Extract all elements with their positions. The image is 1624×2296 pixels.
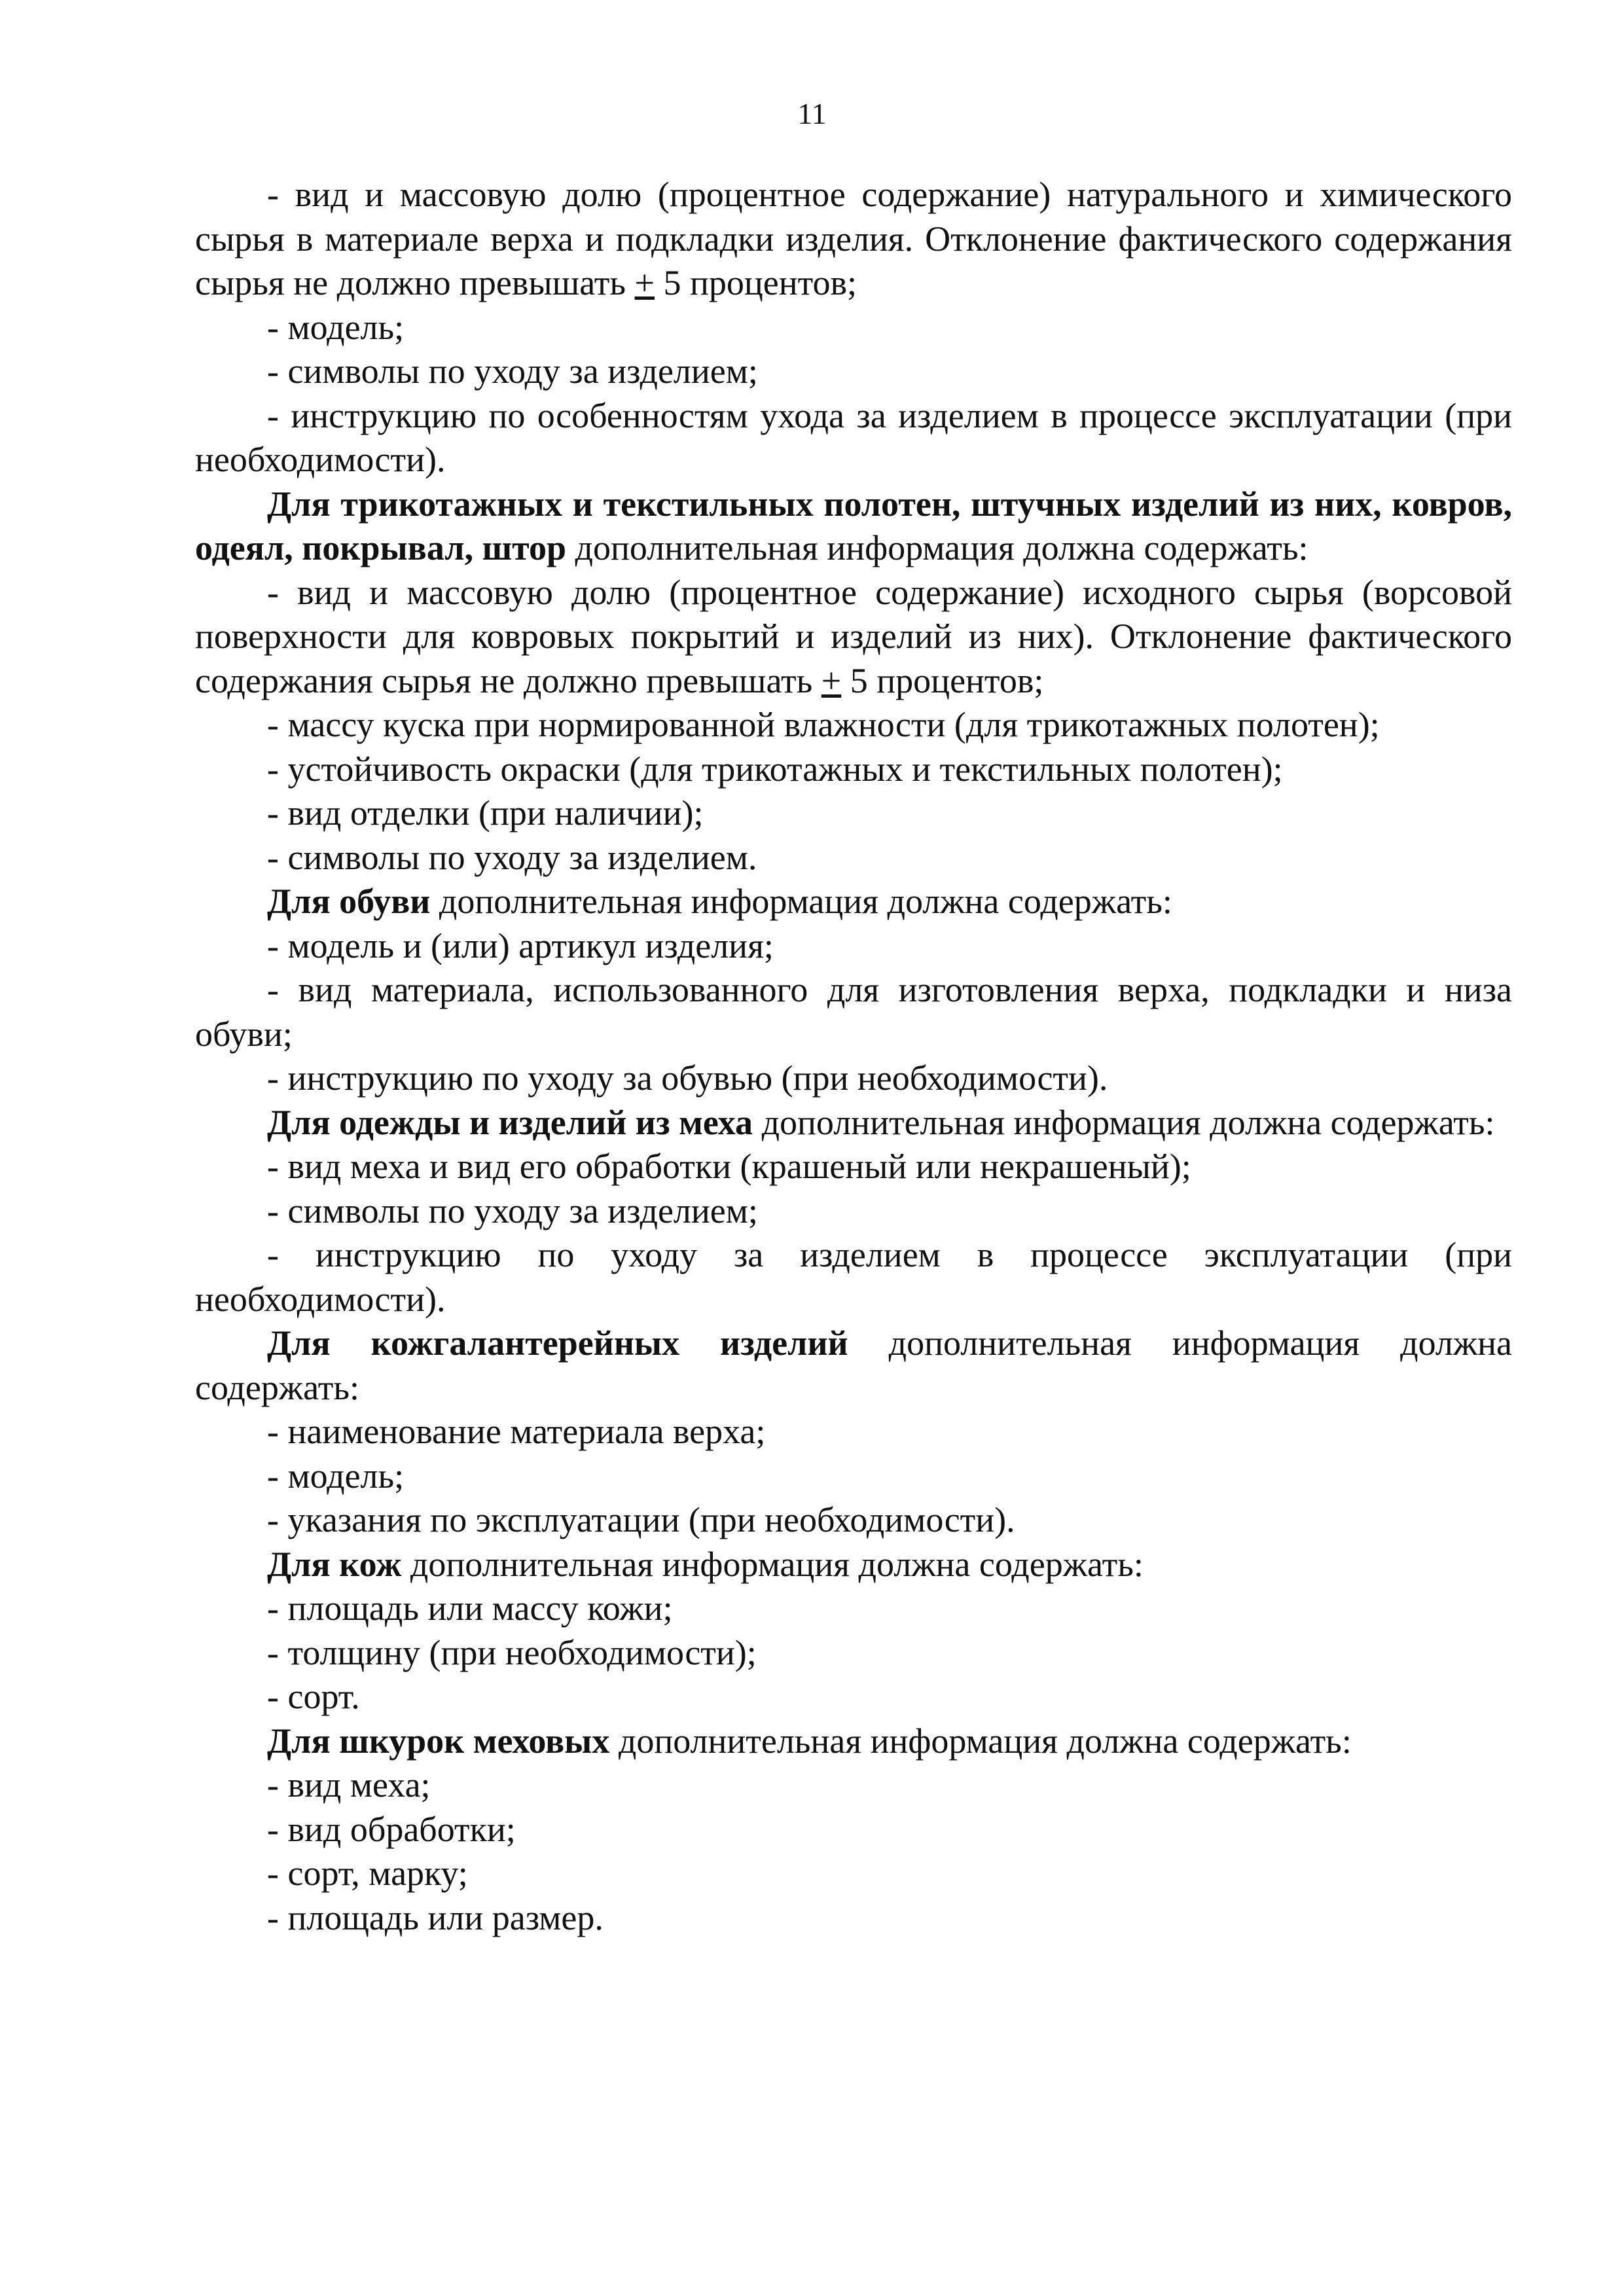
list-item: - наименование материала верха; [267, 1412, 766, 1451]
list-item [195, 173, 1512, 306]
list-item: - вид меха и вид его обработки (крашеный или некрашеный); [267, 1147, 1191, 1186]
plus-minus-sign: + [821, 660, 842, 700]
section-text: дополнительная информация должна содержать: [609, 1721, 1352, 1761]
section-intro [195, 880, 1512, 924]
page-number: 11 [797, 97, 827, 130]
plus-minus-sign: + [634, 263, 655, 302]
list-item: - сорт. [267, 1677, 360, 1716]
section-text: дополнительная информация должна содержать: [195, 1323, 1513, 1407]
section-text: дополнительная информация должна содержать: [430, 882, 1172, 921]
item-text: - вид и массовую долю (процентное содержание) натурального и химического сырья в материале верха и подкладки изделия. Отклонение фактического содержания сырья не должно превышать [195, 175, 1512, 302]
section-heading: Для кожгалантерейных изделий [267, 1323, 848, 1363]
list-item: - символы по уходу за изделием; [267, 1191, 758, 1230]
list-item: - указания по эксплуатации (при необходимости). [267, 1500, 1015, 1539]
list-item: - модель; [267, 307, 405, 347]
section-intro [195, 1719, 1512, 1764]
list-item: - площадь или размер. [267, 1897, 604, 1937]
list-item: - инструкцию по уходу за изделием в процессе эксплуатации (при необходимости). [195, 1235, 1512, 1319]
section-heading: Для кож [267, 1544, 402, 1584]
item-text: 5 процентов; [655, 263, 857, 302]
section-heading: Для шкурок меховых [267, 1721, 610, 1761]
document-body [195, 173, 1512, 1940]
list-item: - массу куска при нормированной влажности (для трикотажных полотен); [267, 705, 1380, 744]
item-text: 5 процентов; [841, 660, 1044, 700]
list-item: - площадь или массу кожи; [267, 1588, 673, 1628]
list-item: - вид отделки (при наличии); [267, 793, 704, 833]
section-intro [195, 1101, 1512, 1145]
list-item: - символы по уходу за изделием. [267, 837, 757, 877]
section-text: дополнительная информация должна содержать: [401, 1544, 1144, 1584]
section-heading: Для трикотажных и текстильных полотен, штучных изделий из них, ковров, одеял, покрывал, штор [195, 484, 1512, 567]
list-item: - модель и (или) артикул изделия; [267, 925, 774, 965]
list-item: - инструкцию по уходу за обувью (при необходимости). [267, 1058, 1108, 1098]
section-heading: Для одежды и изделий из меха [267, 1102, 753, 1142]
list-item: - устойчивость окраски (для трикотажных и текстильных полотен); [267, 749, 1283, 789]
list-item [195, 571, 1512, 704]
list-item: - сорт, марку; [267, 1854, 468, 1893]
list-item: - вид меха; [267, 1765, 431, 1804]
list-item: - вид материала, использованного для изготовления верха, подкладки и низа обуви; [195, 970, 1512, 1054]
section-text: дополнительная информация должна содержать: [753, 1102, 1495, 1142]
section-intro [195, 1543, 1512, 1587]
item-text: - вид и массовую долю (процентное содержание) исходного сырья (ворсовой поверхности для ковровых покрытий и изделий из них). Отклонение фактического содержания сырья не должно превышать [195, 572, 1512, 700]
section-heading: Для обуви [267, 882, 431, 921]
list-item: - символы по уходу за изделием; [267, 351, 758, 391]
section-intro [195, 482, 1512, 571]
list-item: - вид обработки; [267, 1809, 516, 1849]
list-item: - модель; [267, 1456, 405, 1496]
list-item: - инструкцию по особенностям ухода за изделием в процессе эксплуатации (при необходимости). [195, 395, 1512, 479]
list-item: - толщину (при необходимости); [267, 1632, 757, 1672]
section-text: дополнительная информация должна содержать: [566, 528, 1308, 567]
section-intro [195, 1321, 1512, 1410]
